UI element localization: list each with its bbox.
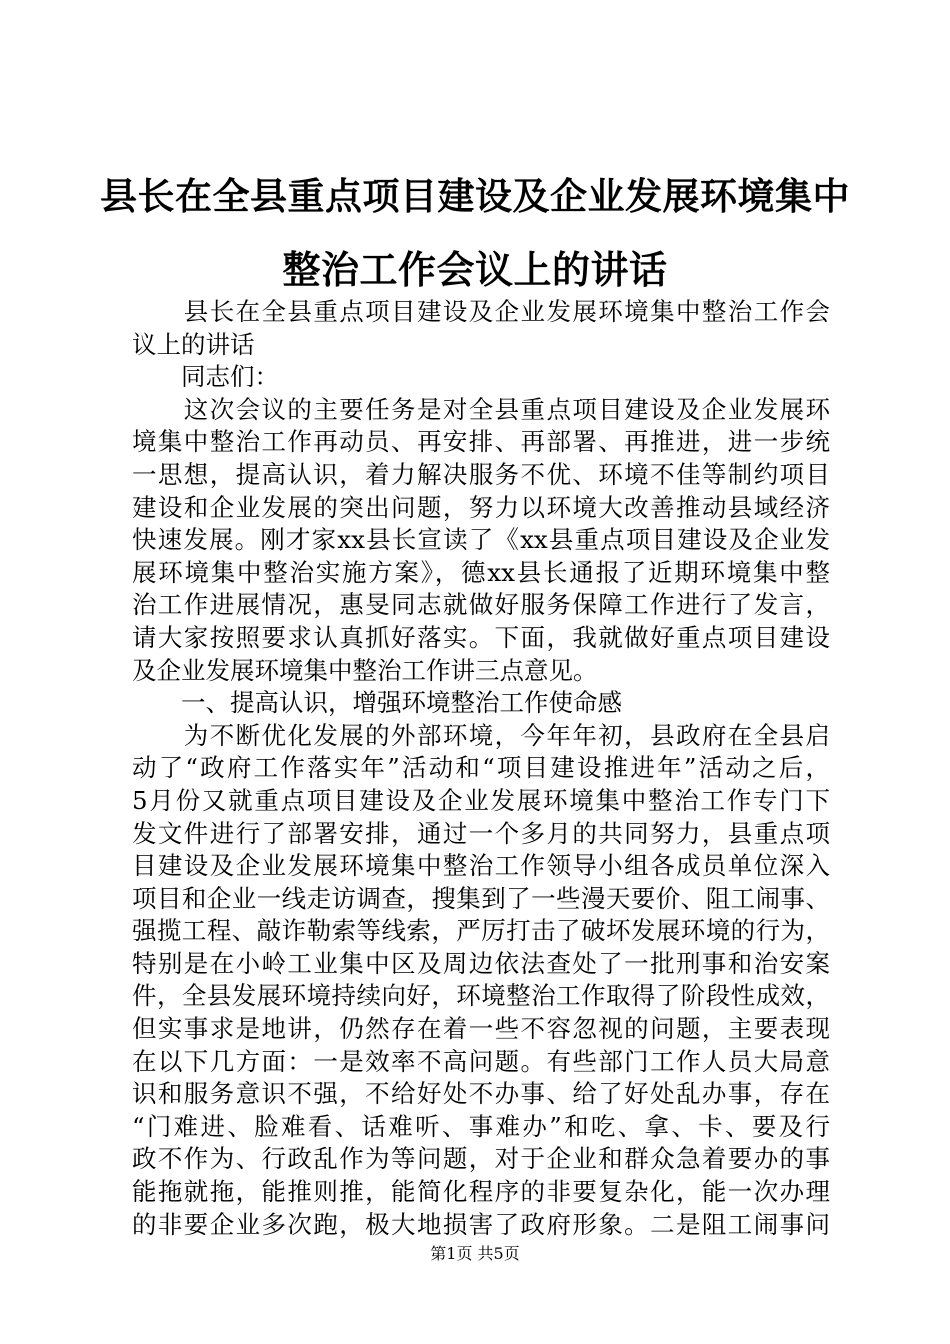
body-line: 识和服务意识不强，不给好处不办事、给了好处乱办事，存在: [132, 1079, 830, 1109]
body-line: 能拖就拖，能推则推，能简化程序的非要复杂化，能一次办理: [132, 1177, 830, 1207]
body-line: 特别是在小岭工业集中区及周边依法查处了一批刑事和治安案: [132, 948, 830, 978]
body-line: 项目和企业一线走访调查，搜集到了一些漫天要价、阻工闹事、: [132, 883, 830, 913]
body-line: 5月份又就重点项目建设及企业发展环境集中整治工作专门下: [132, 785, 830, 815]
body-line: 治工作进展情况，惠旻同志就做好服务保障工作进行了发言，: [132, 590, 830, 620]
body-line: 在以下几方面：一是效率不高问题。有些部门工作人员大局意: [132, 1046, 830, 1076]
title-line: 整治工作会议上的讲话: [282, 247, 668, 292]
body-line: 请大家按照要求认真抓好落实。下面，我就做好重点项目建设: [132, 622, 830, 652]
body-line: 建设和企业发展的突出问题，努力以环境大改善推动县域经济: [132, 492, 830, 522]
document-title: [100, 160, 850, 306]
body-line: 为不断优化发展的外部环境，今年年初，县政府在全县启: [132, 720, 830, 750]
body-line: 件，全县发展环境持续向好，环境整治工作取得了阶段性成效，: [132, 981, 830, 1011]
body-line: 同志们：: [132, 362, 279, 392]
body-line: 及企业发展环境集中整治工作讲三点意见。: [132, 655, 598, 685]
body-line: 快速发展。刚才家xx县长宣读了《xx县重点项目建设及企业发: [132, 525, 830, 555]
body-line: 动了“政府工作落实年”活动和“项目建设推进年”活动之后，: [132, 753, 830, 783]
body-line: 展环境集中整治实施方案》，德xx县长通报了近期环境集中整: [132, 557, 830, 587]
body-line: 议上的讲话: [132, 329, 255, 359]
body-line: 县长在全县重点项目建设及企业发展环境集中整治工作会: [132, 297, 830, 326]
body-line: 境集中整治工作再动员、再安排、再部署、再推进，进一步统: [132, 427, 830, 457]
body-line: 政不作为、行政乱作为等问题，对于企业和群众急着要办的事: [132, 1144, 830, 1174]
body-line: 但实事求是地讲，仍然存在着一些不容忽视的问题，主要表现: [132, 1014, 830, 1044]
body-line: 一思想，提高认识，着力解决服务不优、环境不佳等制约项目: [132, 459, 830, 489]
body-line: “门难进、脸难看、话难听、事难办”和吃、拿、卡、要及行: [132, 1111, 830, 1141]
title-line: 县长在全县重点项目建设及企业发展环境集中: [100, 174, 850, 218]
body-line: 这次会议的主要任务是对全县重点项目建设及企业发展环: [132, 394, 830, 424]
body-line: 强揽工程、敲诈勒索等线索，严厉打击了破坏发展环境的行为，: [132, 916, 830, 946]
document-body: [132, 296, 830, 1241]
section-heading: 一、提高认识，增强环境整治工作使命感: [132, 688, 622, 718]
body-line: 发文件进行了部署安排，通过一个多月的共同努力，县重点项: [132, 818, 830, 848]
page-footer: 第1页 共5页: [430, 1244, 520, 1263]
body-line: 目建设及企业发展环境集中整治工作领导小组各成员单位深入: [132, 851, 830, 881]
body-line: 的非要企业多次跑，极大地损害了政府形象。二是阻工闹事问: [132, 1209, 830, 1239]
